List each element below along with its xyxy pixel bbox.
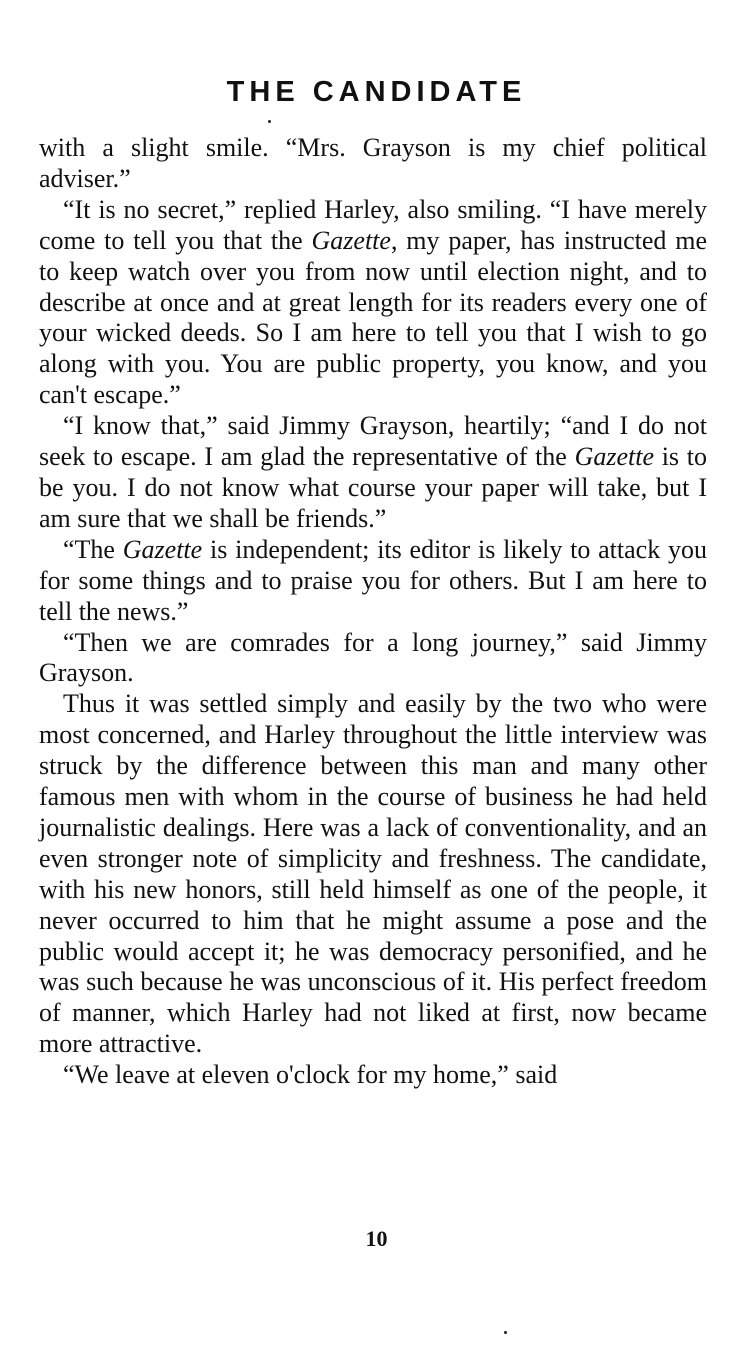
paragraph-3-prefix: “I know that,” said Jimmy Grayson, heartily; “and I do not seek to escape. I am glad the representative of the — [39, 411, 707, 472]
body-text — [39, 133, 707, 1091]
paragraph-7: “We leave at eleven o'clock for my home,” said — [63, 1060, 558, 1090]
paragraph-5: “Then we are comrades for a long journey,” said Jimmy Grayson. — [39, 627, 707, 688]
paragraph-6: Thus it was settled simply and easily by the two who were most concerned, and Harley throughout the little interview was struck by the difference between this man and many other famous men with whom in the course of business he had held journalistic dealings. Here was a lack of conventionality, and an even stronger note of simplicity and freshness. The candidate, with his new honors, still held himself as one of the people, it never occurred to him that he might assume a pose and the public would accept it; he was democracy personified, and he was such because he was unconscious of it. His perfect freedom of manner, which Harley had not liked at first, now became more attractive. — [39, 689, 707, 1059]
paragraph-1: with a slight smile. “Mrs. Grayson is my chief political adviser.” — [39, 133, 707, 193]
paragraph-2-italic: Gazette — [311, 225, 391, 255]
paragraph-2 — [39, 195, 707, 411]
page-number: 10 — [365, 1226, 388, 1251]
paragraph-2-suffix: , my paper, has instructed me to keep watch over you from now until election night, and to describe at once and at great length for its readers every one of your wicked deeds. So I am here to tell you that I wish to go along with you. You are public property, you know, and you can't escape.” — [39, 225, 707, 410]
paragraph-3 — [39, 411, 707, 535]
paragraph-2-prefix: “It is no secret,” replied Harley, also smiling. “I have merely come to tell you that the — [39, 194, 707, 255]
paragraph-3-italic: Gazette — [574, 442, 654, 472]
print-speck — [268, 120, 271, 123]
running-title: THE CANDIDATE — [226, 76, 527, 108]
paragraph-4 — [39, 535, 707, 628]
paragraph-3-suffix: is to be you. I do not know what course your paper will take, but I am sure that we shall be friends.” — [39, 442, 707, 533]
paragraph-4-italic: Gazette — [122, 534, 203, 564]
print-speck — [504, 1331, 507, 1334]
paragraph-4-prefix: “The — [63, 534, 123, 564]
paragraph-4-suffix: is independent; its editor is likely to attack you for some things and to praise you for others. But I am here to tell the news.” — [39, 534, 708, 626]
